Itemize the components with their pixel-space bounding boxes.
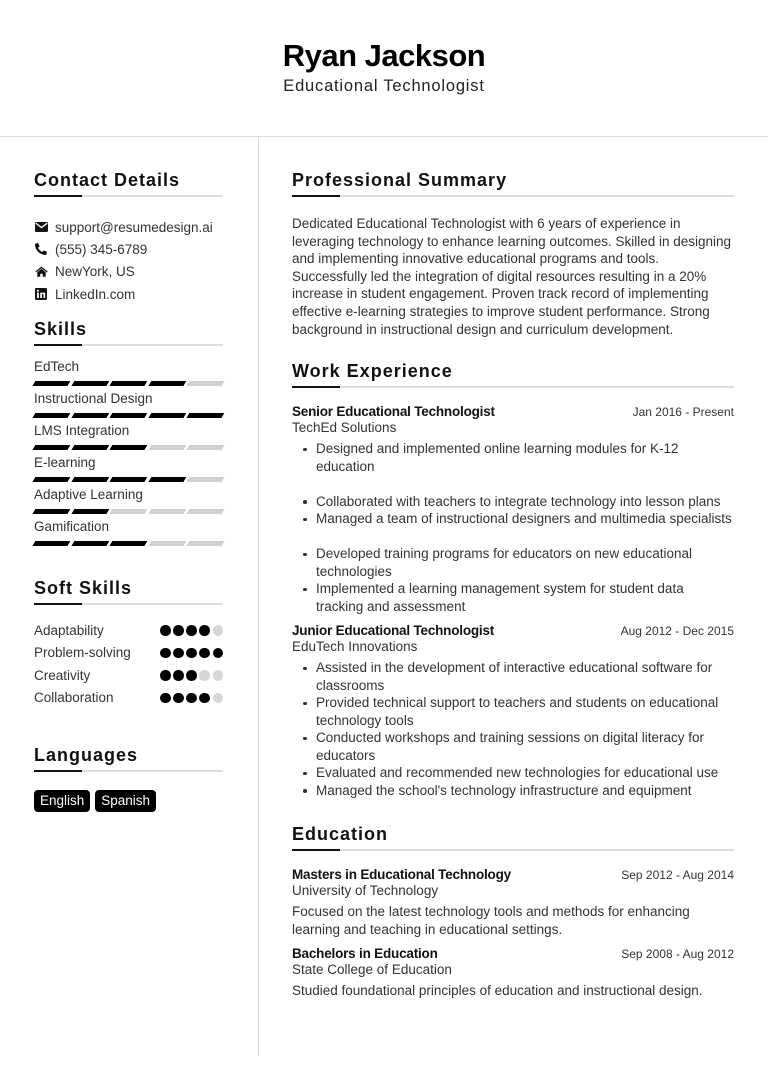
language-badge: Spanish	[95, 790, 156, 812]
soft-skill-item	[34, 664, 223, 687]
experience-section	[292, 361, 734, 799]
section-rule	[34, 344, 223, 346]
contact-phone[interactable]	[34, 238, 223, 260]
skill-label: Instructional Design	[34, 391, 153, 407]
soft-skill-label: Creativity	[34, 667, 91, 683]
soft-skill-rating	[160, 625, 223, 636]
section-rule	[34, 195, 223, 197]
soft-skills-section	[34, 578, 223, 709]
summary-section	[292, 170, 734, 338]
section-rule	[34, 603, 223, 605]
envelope-icon	[34, 220, 48, 234]
column-divider	[258, 137, 259, 1056]
section-title: Work Experience	[292, 361, 453, 382]
contact-location-text: NewYork, US	[55, 264, 135, 280]
skill-level-bar	[34, 413, 223, 418]
education-entry	[292, 946, 734, 1000]
job-dates: Jan 2016 - Present	[632, 405, 734, 420]
contact-email[interactable]	[34, 216, 223, 238]
skill-item	[34, 487, 223, 519]
skill-label: Gamification	[34, 519, 110, 535]
education-section	[292, 824, 734, 1000]
soft-skill-item	[34, 642, 223, 665]
skill-level-bar	[34, 445, 223, 450]
job-bullet: Assisted in the development of interactive educational software for classrooms	[316, 659, 734, 694]
contact-section	[34, 170, 223, 305]
soft-skill-rating	[160, 648, 223, 659]
section-rule	[34, 770, 223, 772]
linkedin-icon	[34, 287, 48, 301]
skill-label: EdTech	[34, 359, 80, 375]
job-bullet: Provided technical support to teachers and students on educational technology tools	[316, 694, 734, 729]
skills-section	[34, 319, 223, 551]
language-badge: English	[34, 790, 90, 812]
skill-label: Adaptive Learning	[34, 487, 143, 503]
job-bullets	[292, 440, 734, 615]
section-rule	[292, 849, 734, 851]
contact-linkedin-text: LinkedIn.com	[55, 286, 136, 302]
skill-item	[34, 391, 223, 423]
soft-skill-rating	[160, 670, 223, 681]
languages-section	[34, 745, 223, 812]
education-entry	[292, 867, 734, 938]
job-bullet: Developed training programs for educators on new educational technologies	[316, 545, 734, 580]
skill-level-bar	[34, 381, 223, 386]
soft-skill-label: Collaboration	[34, 690, 114, 706]
phone-icon	[34, 242, 48, 256]
skill-item	[34, 519, 223, 551]
section-title: Skills	[34, 319, 88, 340]
contact-linkedin[interactable]	[34, 283, 223, 305]
education-dates: Sep 2012 - Aug 2014	[621, 868, 734, 883]
skill-level-bar	[34, 509, 223, 514]
job-entry	[292, 404, 734, 615]
section-title: Contact Details	[34, 170, 181, 190]
soft-skill-label: Problem-solving	[34, 645, 131, 661]
soft-skill-label: Adaptability	[34, 622, 104, 638]
sidebar	[34, 170, 223, 812]
soft-skill-rating	[160, 693, 223, 704]
section-rule	[292, 386, 734, 388]
job-bullet: Managed a team of instructional designers and multimedia specialists	[316, 510, 734, 528]
contact-phone-text: (555) 345-6789	[55, 241, 148, 257]
job-bullet: Conducted workshops and training sessions on digital literacy for educators	[316, 729, 734, 764]
skill-item	[34, 359, 223, 391]
soft-skill-item	[34, 619, 223, 642]
resume-header	[0, 0, 768, 137]
degree-title: Masters in Educational Technology	[292, 867, 511, 883]
section-rule	[292, 195, 734, 197]
section-title: Languages	[34, 745, 139, 766]
skill-label: LMS Integration	[34, 423, 130, 439]
job-bullet: Evaluated and recommended new technologies for educational use	[316, 764, 734, 782]
job-title: Junior Educational Technologist	[292, 623, 495, 639]
section-title: Professional Summary	[292, 170, 508, 190]
contact-location	[34, 261, 223, 283]
home-icon	[34, 265, 48, 279]
skill-label: E-learning	[34, 455, 96, 471]
section-title: Soft Skills	[34, 578, 133, 599]
skill-level-bar	[34, 541, 223, 546]
summary-text: Dedicated Educational Technologist with 6 years of experience in leveraging technology to enhance learning outcomes. Skilled in designing and implementing innovative educational programs and tools. Successfully led the integration of digital resources resulting in a 20% increase in student engagement. Proven track record of implementing effective e-learning strategies to improve student performance. Strong background in instructional design and curriculum development.	[292, 216, 732, 337]
school-name: State College of Education	[292, 962, 452, 978]
job-bullet: Designed and implemented online learning modules for K-12 education	[316, 440, 734, 475]
skill-item	[34, 455, 223, 487]
candidate-title: Educational Technologist	[283, 77, 485, 95]
education-dates: Sep 2008 - Aug 2012	[621, 947, 734, 962]
candidate-name: Ryan Jackson	[282, 38, 486, 73]
job-dates: Aug 2012 - Dec 2015	[620, 624, 734, 639]
soft-skill-item	[34, 687, 223, 710]
education-description: Studied foundational principles of education and instructional design.	[292, 983, 703, 999]
contact-email-text: support@resumedesign.ai	[55, 219, 213, 235]
job-entry	[292, 623, 734, 799]
job-bullet: Managed the school's technology infrastructure and equipment	[316, 782, 734, 800]
section-title: Education	[292, 824, 389, 845]
job-bullet: Implemented a learning management system for student data tracking and assessment	[316, 580, 734, 615]
skill-level-bar	[34, 477, 223, 482]
school-name: University of Technology	[292, 883, 439, 899]
job-bullet: Collaborated with teachers to integrate technology into lesson plans	[316, 493, 734, 511]
job-company: EduTech Innovations	[292, 639, 418, 655]
degree-title: Bachelors in Education	[292, 946, 438, 962]
education-description: Focused on the latest technology tools and methods for enhancing learning and teaching in educational settings.	[292, 904, 690, 937]
main-content	[292, 170, 734, 1000]
skill-item	[34, 423, 223, 455]
job-bullets	[292, 659, 734, 799]
job-title: Senior Educational Technologist	[292, 404, 495, 420]
job-company: TechEd Solutions	[292, 420, 397, 436]
